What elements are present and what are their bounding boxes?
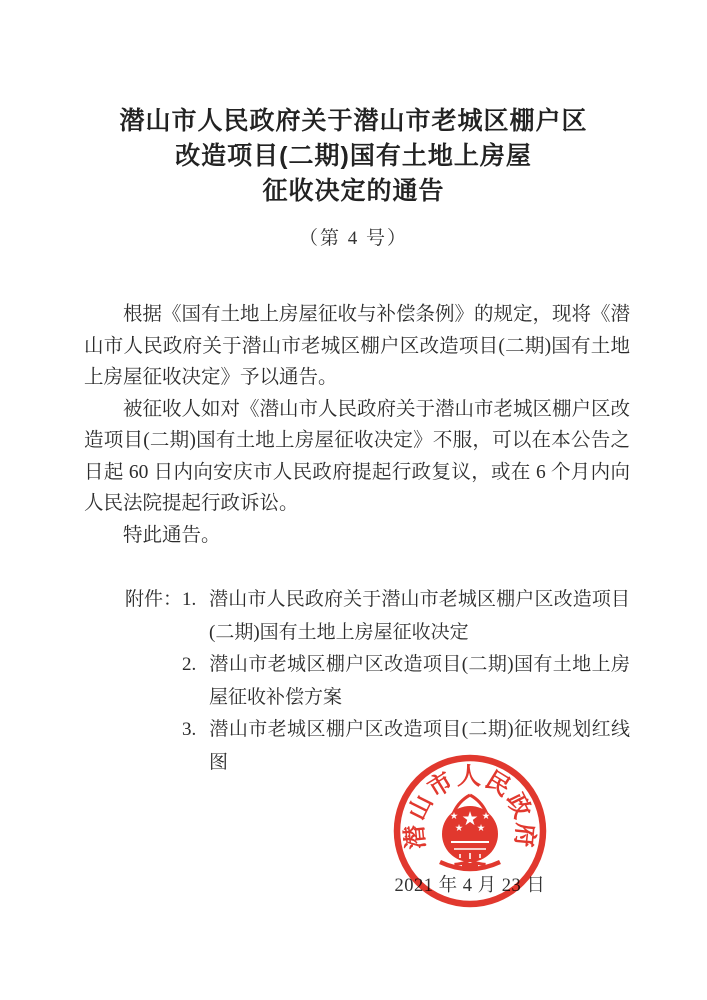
- title-line-1: 潜山市人民政府关于潜山市老城区棚户区: [119, 107, 588, 135]
- paragraph-appeal-rights: 被征收人如对《潜山市人民政府关于潜山市老城区棚户区改造项目(二期)国有土地上房屋征收决定》不服，可以在本公告之日起 60 日内向安庆市人民政府提起行政复议，或在 6 个月内向人民法院提起行政诉讼。: [84, 398, 631, 514]
- attachment-item: [182, 584, 630, 649]
- small-star-icon: ★: [476, 823, 486, 834]
- attachment-number: 1.: [182, 589, 197, 610]
- attachment-number: 2.: [182, 654, 197, 675]
- attachment-number: 3.: [182, 719, 197, 740]
- small-star-icon: ★: [454, 823, 464, 834]
- document-title: [84, 104, 623, 209]
- title-line-2: 改造项目(二期)国有土地上房屋: [175, 142, 532, 170]
- attachment-text: 潜山市老城区棚户区改造项目(二期)国有土地上房屋征收补偿方案: [209, 654, 630, 708]
- attachment-item: [182, 649, 630, 714]
- seal-text: 潜山市人民政府: [402, 763, 538, 851]
- national-emblem-icon: [440, 795, 500, 870]
- paragraph-closing: 特此通告。: [123, 524, 221, 546]
- issue-date: 2021 年 4 月 23 日: [394, 876, 546, 896]
- document-body: [84, 299, 630, 779]
- title-line-3: 征收决定的通告: [262, 177, 445, 205]
- paragraph-basis: 根据《国有土地上房屋征收与补偿条例》的规定，现将《潜山市人民政府关于潜山市老城区棚户区改造项目(二期)国有土地上房屋征收决定》予以通告。: [84, 304, 631, 388]
- seal-graphic: [390, 750, 550, 912]
- document-number: （第 4 号）: [298, 228, 408, 249]
- attachments-label: 附件：: [125, 589, 183, 610]
- big-star-icon: ★: [461, 808, 479, 830]
- small-star-icon: ★: [449, 811, 459, 822]
- gear-icon: [462, 863, 478, 870]
- official-seal: [390, 750, 550, 912]
- attachment-text: 潜山市人民政府关于潜山市老城区棚户区改造项目(二期)国有土地上房屋征收决定: [209, 589, 630, 643]
- attachment-text: 潜山市老城区棚户区改造项目(二期)征收规划红线图: [209, 719, 630, 773]
- small-star-icon: ★: [481, 811, 491, 822]
